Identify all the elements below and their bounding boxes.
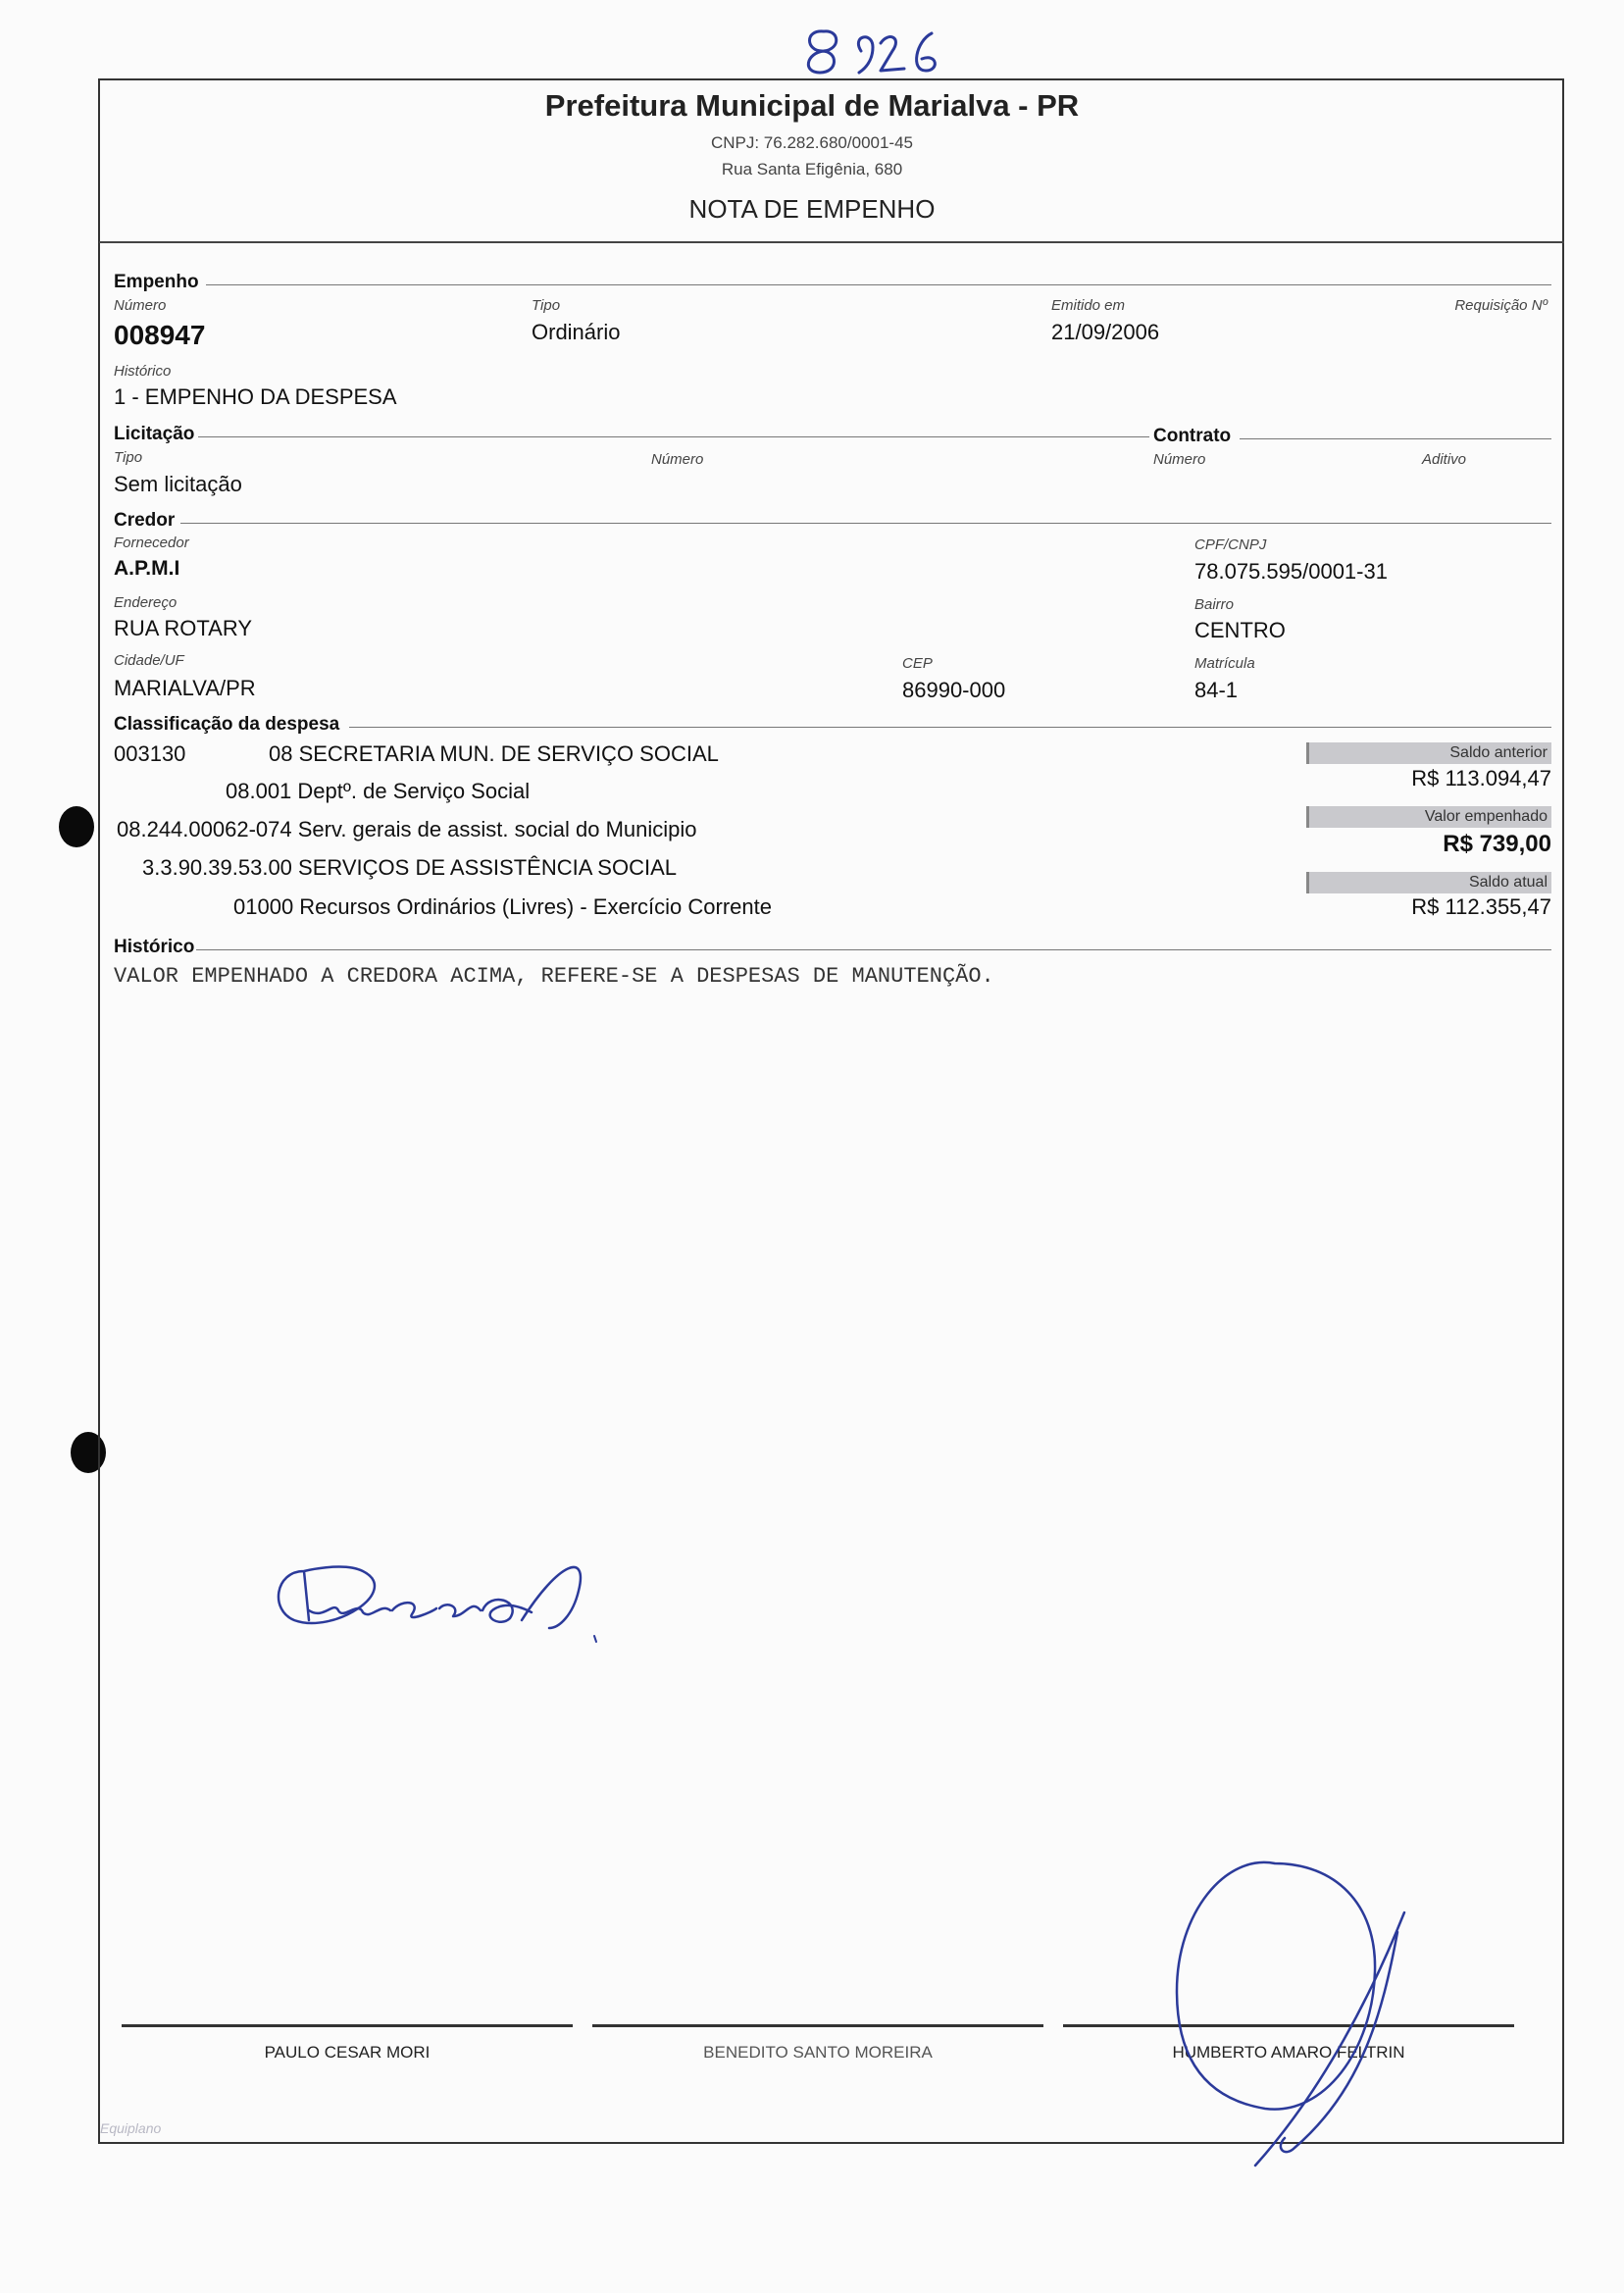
cidade-value: MARIALVA/PR — [114, 676, 256, 700]
classificacao-line: 08.001 Deptº. de Serviço Social — [226, 779, 531, 803]
signature-line — [122, 2024, 573, 2027]
bairro-value: CENTRO — [1194, 618, 1286, 642]
cnpj-line: CNPJ: 76.282.680/0001-45 — [710, 133, 914, 152]
cpf-value: 78.075.595/0001-31 — [1194, 559, 1388, 584]
empenho-historico: 1 - EMPENHO DA DESPESA — [114, 384, 397, 409]
bairro-label: Bairro — [1194, 596, 1235, 613]
handwritten-signature — [265, 1552, 628, 1650]
contrato-numero-label: Número — [1153, 451, 1206, 468]
licitacao-numero-label: Número — [651, 451, 704, 468]
punch-hole — [59, 806, 94, 847]
matricula-label: Matrícula — [1194, 655, 1255, 672]
section-rule — [198, 436, 1149, 437]
section-classificacao: Classificação da despesa — [114, 714, 340, 735]
footer-brand: Equiplano — [100, 2120, 162, 2136]
cidade-label: Cidade/UF — [114, 652, 184, 669]
section-credor: Credor — [114, 510, 176, 531]
classificacao-line: 08.244.00062-074 Serv. gerais de assist. social do Municipio — [117, 817, 697, 841]
document-title: NOTA DE EMPENHO — [688, 194, 936, 224]
emitido-label: Emitido em — [1051, 297, 1126, 314]
tipo-label: Tipo — [532, 297, 561, 314]
saldo-anterior-label: Saldo anterior — [1306, 742, 1551, 764]
signature-line — [592, 2024, 1043, 2027]
classificacao-line: 08 SECRETARIA MUN. DE SERVIÇO SOCIAL — [269, 741, 719, 766]
handwritten-signature — [1147, 1854, 1422, 2177]
signature-name: PAULO CESAR MORI — [264, 2043, 431, 2062]
numero-label: Número — [114, 297, 167, 314]
valor-empenhado-value: R$ 739,00 — [1443, 831, 1551, 857]
saldo-anterior-value: R$ 113.094,47 — [1411, 766, 1551, 790]
section-rule — [1240, 438, 1551, 439]
section-contrato: Contrato — [1153, 426, 1232, 446]
historico-text: VALOR EMPENHADO A CREDORA ACIMA, REFERE-SE A DESPESAS DE MANUTENÇÃO. — [114, 964, 994, 989]
matricula-value: 84-1 — [1194, 678, 1239, 702]
emitido-date: 21/09/2006 — [1051, 320, 1160, 344]
fornecedor-label: Fornecedor — [114, 535, 189, 551]
classificacao-code: 003130 — [114, 741, 186, 766]
cep-label: CEP — [902, 655, 933, 672]
saldo-atual-value: R$ 112.355,47 — [1411, 894, 1551, 919]
saldo-atual-label: Saldo atual — [1306, 872, 1551, 893]
section-rule — [180, 523, 1551, 524]
section-historico: Histórico — [114, 937, 195, 957]
historico-label: Histórico — [114, 363, 172, 380]
licitacao-tipo-label: Tipo — [114, 449, 143, 466]
address-line: Rua Santa Efigênia, 680 — [721, 160, 903, 178]
section-rule — [349, 727, 1551, 728]
empenho-tipo: Ordinário — [532, 320, 621, 344]
valor-empenhado-label: Valor empenhado — [1306, 806, 1551, 828]
page-title: Prefeitura Municipal de Marialva - PR — [544, 88, 1080, 123]
empenho-numero: 008947 — [114, 320, 206, 350]
section-rule — [206, 284, 1551, 285]
requisicao-label: Requisição Nº — [1454, 297, 1548, 314]
signature-name: HUMBERTO AMARO FELTRIN — [1172, 2043, 1405, 2062]
section-rule — [196, 949, 1551, 950]
endereco-value: RUA ROTARY — [114, 616, 252, 640]
cpf-label: CPF/CNPJ — [1194, 536, 1267, 553]
section-licitacao: Licitação — [114, 424, 195, 444]
handwritten-number — [794, 22, 951, 80]
endereco-label: Endereço — [114, 594, 178, 611]
signature-name: BENEDITO SANTO MOREIRA — [703, 2043, 933, 2062]
cep-value: 86990-000 — [902, 678, 1006, 702]
classificacao-line: 01000 Recursos Ordinários (Livres) - Exercício Corrente — [233, 894, 772, 919]
contrato-aditivo-label: Aditivo — [1422, 451, 1467, 468]
fornecedor-value: A.P.M.I — [114, 557, 180, 580]
header-divider — [99, 241, 1564, 243]
licitacao-tipo: Sem licitação — [114, 472, 242, 496]
classificacao-line: 3.3.90.39.53.00 SERVIÇOS DE ASSISTÊNCIA SOCIAL — [142, 855, 677, 880]
section-empenho: Empenho — [114, 272, 199, 292]
